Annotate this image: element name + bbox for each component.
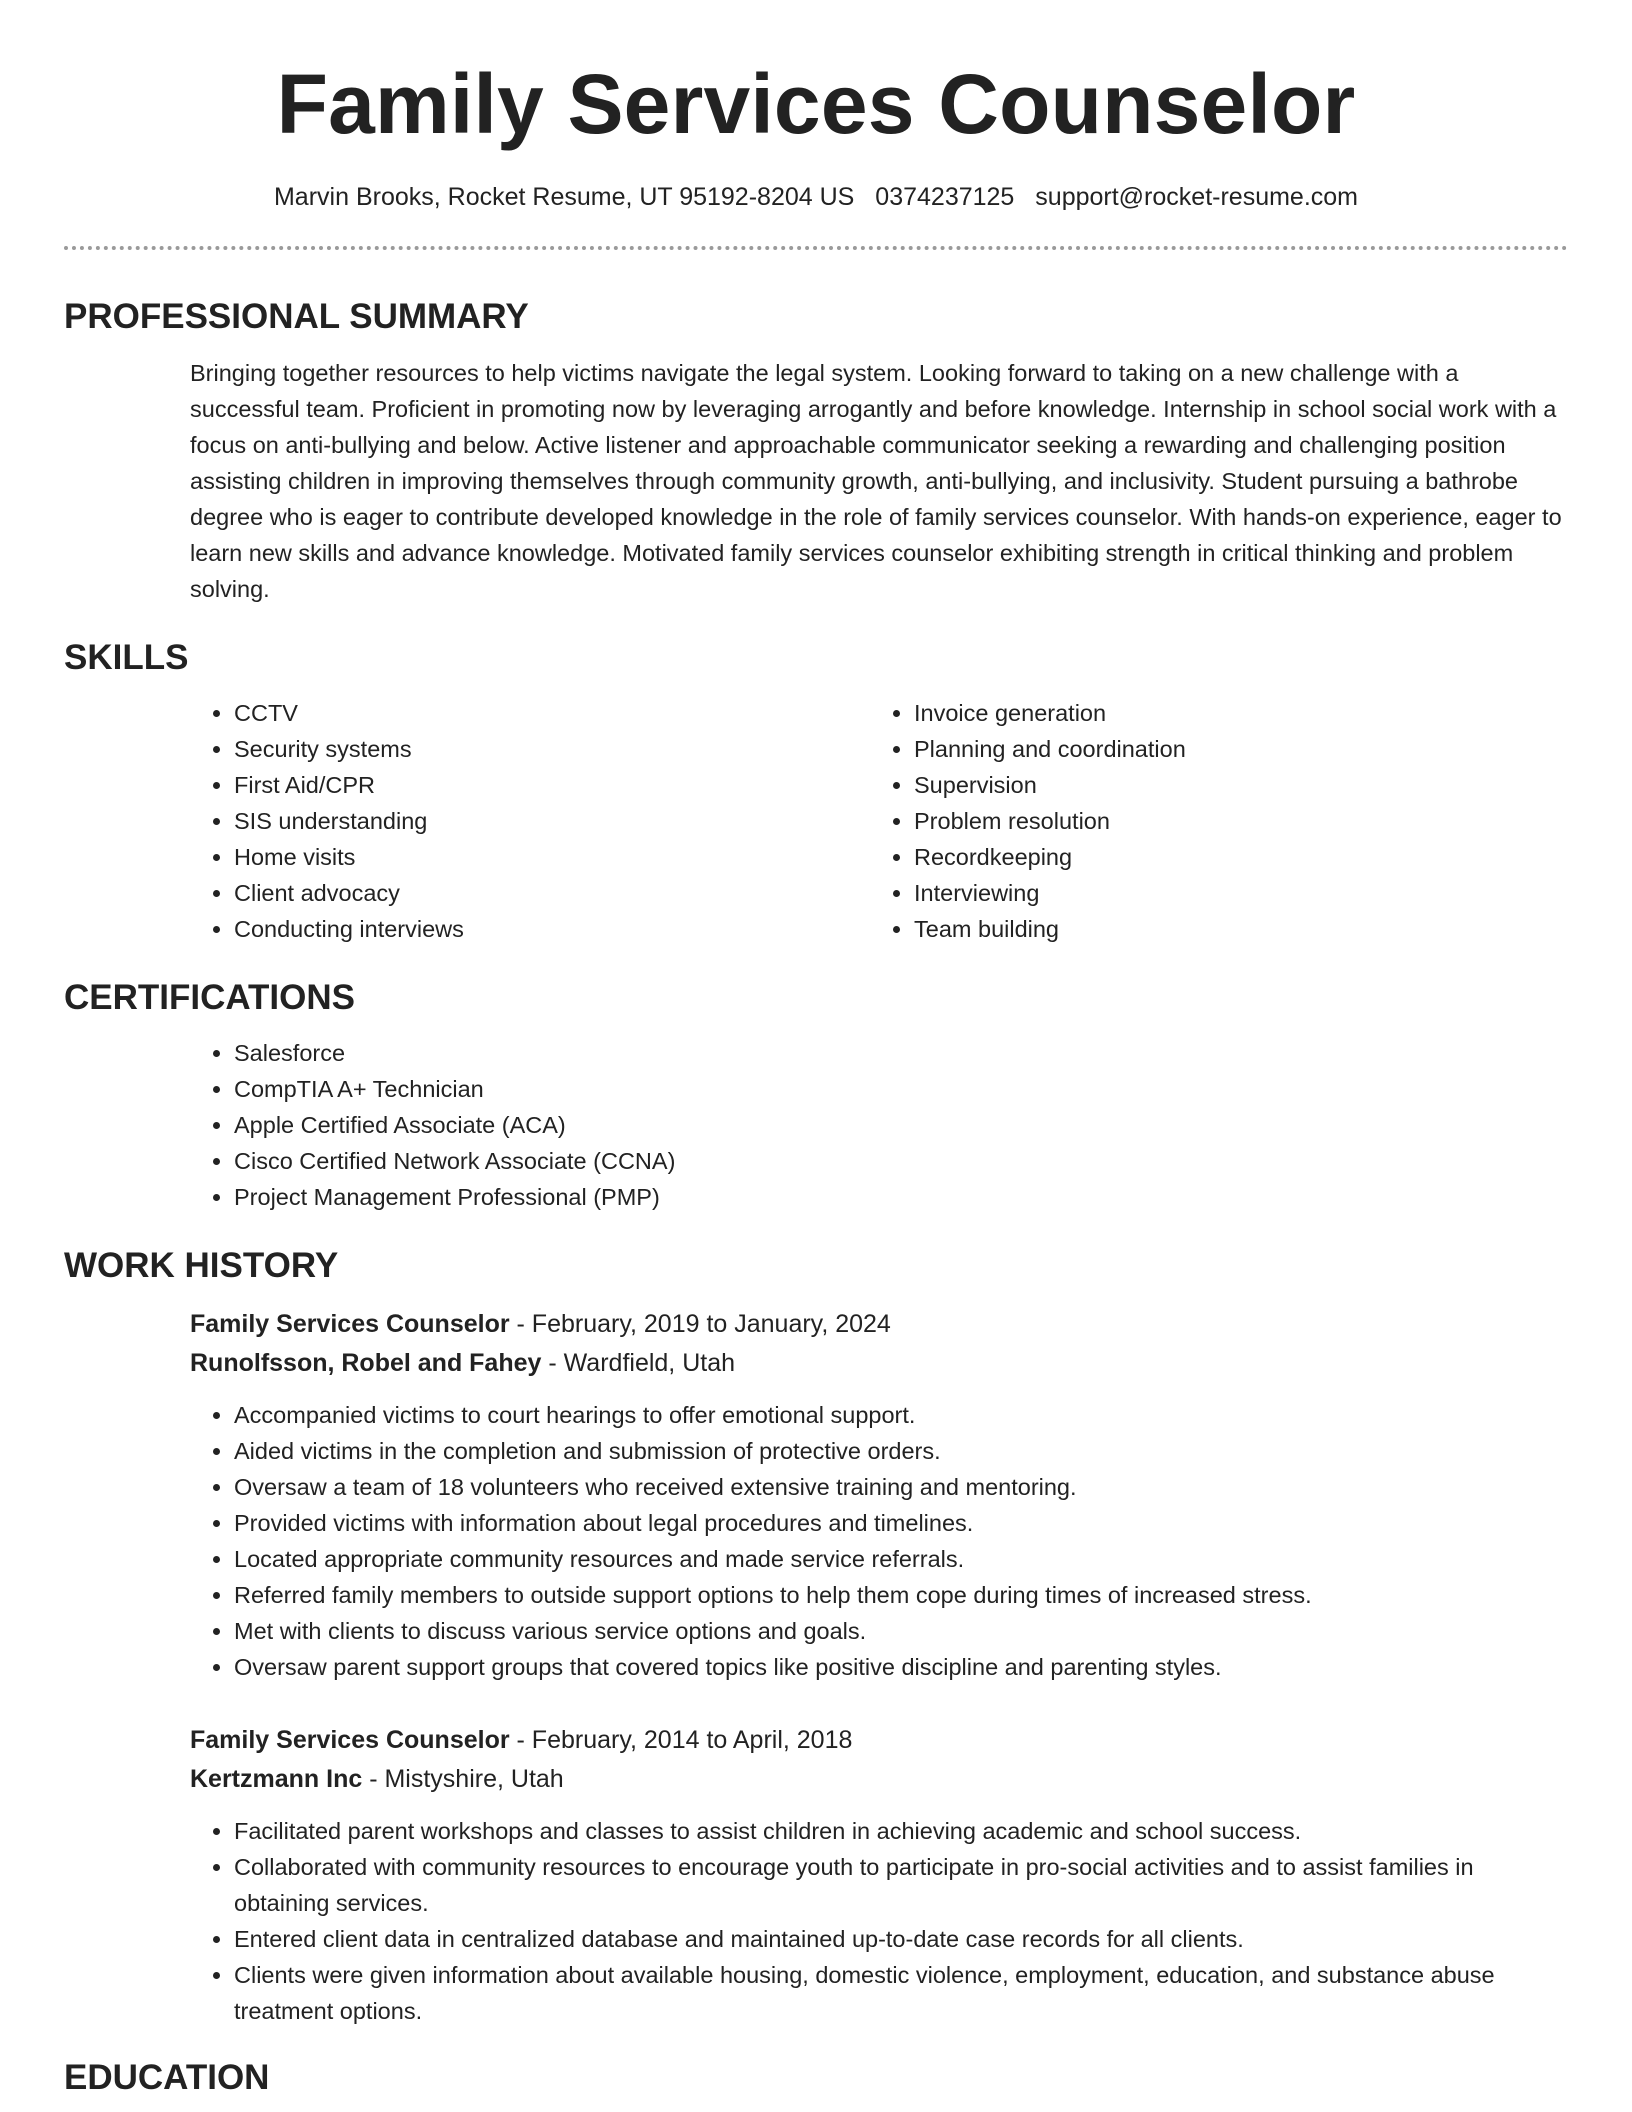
- job-duty: • Provided victims with information about legal procedures and timelines.: [234, 1505, 1568, 1541]
- section-title-certifications: CERTIFICATIONS: [64, 978, 356, 1018]
- job-duties: [190, 1397, 1568, 1685]
- certification-item: • Project Management Professional (PMP): [234, 1179, 1568, 1215]
- contact-line: [64, 181, 1568, 214]
- job-location: - Mistyshire, Utah: [362, 1765, 564, 1794]
- job-duty: • Located appropriate community resources and made service referrals.: [234, 1541, 1568, 1577]
- skill-item: • Team building: [914, 911, 1550, 947]
- job-company: Kertzmann Inc: [190, 1765, 363, 1794]
- skill-item: • CCTV: [234, 695, 870, 731]
- header-divider: [64, 246, 1568, 250]
- skill-item: • Security systems: [234, 731, 870, 767]
- skill-item: • SIS understanding: [234, 803, 870, 839]
- certification-item: • Apple Certified Associate (ACA): [234, 1107, 1568, 1143]
- job-duty: • Aided victims in the completion and submission of protective orders.: [234, 1433, 1568, 1469]
- job-company-line: [190, 1760, 1568, 1799]
- certification-item: • Salesforce: [234, 1035, 1568, 1071]
- job-duty: • Clients were given information about available housing, domestic violence, employment, education, and substance abuse treatment options.: [234, 1957, 1568, 2029]
- contact-email: support@rocket-resume.com: [1035, 182, 1359, 211]
- skill-item: • Problem resolution: [914, 803, 1550, 839]
- job-duty: • Collaborated with community resources to encourage youth to participate in pro-social activities and to assist families in obtaining services.: [234, 1849, 1568, 1921]
- skill-item: • Interviewing: [914, 875, 1550, 911]
- job-dates: - February, 2014 to April, 2018: [509, 1726, 853, 1755]
- section-title-skills: SKILLS: [64, 638, 189, 678]
- skill-item: • Invoice generation: [914, 695, 1550, 731]
- job-duty: • Entered client data in centralized database and maintained up-to-date case records for all clients.: [234, 1921, 1568, 1957]
- job-duty: • Accompanied victims to court hearings to offer emotional support.: [234, 1397, 1568, 1433]
- skill-item: • Supervision: [914, 767, 1550, 803]
- contact-address: Marvin Brooks, Rocket Resume, UT 95192-8204 US: [273, 182, 855, 211]
- skill-item: • Client advocacy: [234, 875, 870, 911]
- section-title-summary: PROFESSIONAL SUMMARY: [64, 297, 529, 337]
- skills-column-right: [870, 695, 1550, 947]
- job-position: Family Services Counselor: [190, 1310, 510, 1339]
- resume-title: Family Services Counselor: [276, 57, 1356, 151]
- skill-item: • Recordkeeping: [914, 839, 1550, 875]
- job-location: - Wardfield, Utah: [541, 1349, 736, 1378]
- skill-item: • Conducting interviews: [234, 911, 870, 947]
- section-title-education: EDUCATION: [64, 2058, 270, 2098]
- skills-column-left: [190, 695, 870, 947]
- job-position: Family Services Counselor: [190, 1726, 510, 1755]
- skills-list: [190, 695, 1568, 947]
- skill-item: • First Aid/CPR: [234, 767, 870, 803]
- certification-item: • CompTIA A+ Technician: [234, 1071, 1568, 1107]
- job-dates: - February, 2019 to January, 2024: [509, 1310, 891, 1339]
- job-duty: • Met with clients to discuss various service options and goals.: [234, 1613, 1568, 1649]
- job-title-line: [190, 1721, 1568, 1760]
- job-duties: [190, 1813, 1568, 2029]
- contact-phone: 0374237125: [875, 182, 1015, 211]
- skill-item: • Planning and coordination: [914, 731, 1550, 767]
- job-company: Runolfsson, Robel and Fahey: [190, 1349, 542, 1378]
- summary-text: Bringing together resources to help victims navigate the legal system. Looking forward to taking on a new challenge with a successful team. Proficient in promoting now by leveraging arrogantly and before knowledge. Internship in school social work with a focus on anti-bullying and below. Active listener and approachable communicator seeking a rewarding and challenging position assisting children in improving themselves through community growth, anti-bullying, and inclusivity. Student pursuing a bathrobe degree who is eager to contribute developed knowledge in the role of family services counselor. With hands-on experience, eager to learn new skills and advance knowledge. Motivated family services counselor exhibiting strength in critical thinking and problem solving.: [190, 360, 1562, 603]
- section-title-work-history: WORK HISTORY: [64, 1246, 339, 1286]
- certifications-list: [190, 1035, 1568, 1215]
- skill-item: • Home visits: [234, 839, 870, 875]
- job-duty: • Oversaw parent support groups that covered topics like positive discipline and parenting styles.: [234, 1649, 1568, 1685]
- certification-item: • Cisco Certified Network Associate (CCNA): [234, 1143, 1568, 1179]
- job-duty: • Facilitated parent workshops and classes to assist children in achieving academic and school success.: [234, 1813, 1568, 1849]
- job-title-line: [190, 1305, 1568, 1344]
- job-company-line: [190, 1344, 1568, 1383]
- job-duty: • Referred family members to outside support options to help them cope during times of increased stress.: [234, 1577, 1568, 1613]
- job-entry: [190, 1721, 1568, 2029]
- job-duty: • Oversaw a team of 18 volunteers who received extensive training and mentoring.: [234, 1469, 1568, 1505]
- resume-page: [64, 0, 1568, 2099]
- job-entry: [190, 1305, 1568, 1685]
